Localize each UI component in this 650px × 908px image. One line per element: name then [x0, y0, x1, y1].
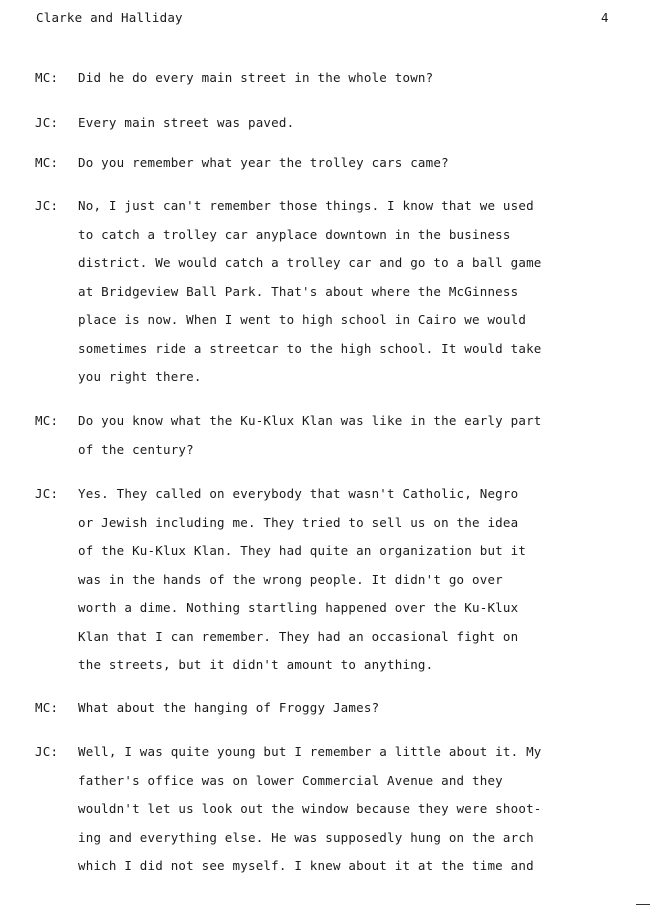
speaker-label: JC: [35, 198, 59, 213]
transcript-line: Well, I was quite young but I remember a little about it. My [78, 744, 542, 759]
transcript-line: Every main street was paved. [78, 115, 295, 130]
speaker-label: MC: [35, 413, 59, 428]
transcript-line: district. We would catch a trolley car and go to a ball game [78, 255, 542, 270]
speaker-label: MC: [35, 155, 59, 170]
transcript-line: What about the hanging of Froggy James? [78, 700, 380, 715]
transcript-line: sometimes ride a streetcar to the high school. It would take [78, 340, 542, 356]
transcript-line: or Jewish including me. They tried to sell us on the idea [78, 514, 519, 530]
transcript-line: of the century? [78, 441, 194, 457]
transcript-line: at Bridgeview Ball Park. That's about where the McGinness [78, 283, 519, 299]
transcript-line: to catch a trolley car anyplace downtown in the business [78, 226, 511, 242]
speaker-label: MC: [35, 70, 59, 85]
transcript-line: Do you know what the Ku-Klux Klan was like in the early part [78, 413, 542, 428]
transcript-line: ing and everything else. He was supposedly hung on the arch [78, 829, 534, 845]
speaker-label: MC: [35, 700, 59, 715]
transcript-line: Yes. They called on everybody that wasn't Catholic, Negro [78, 486, 519, 501]
transcript-line: the streets, but it didn't amount to anything. [78, 657, 434, 672]
page-number: 4 [601, 10, 609, 25]
transcript-line: you right there. [78, 369, 202, 384]
transcript-line: wouldn't let us look out the window because they were shoot- [78, 801, 542, 816]
scan-edge-mark [636, 904, 650, 905]
transcript-line: worth a dime. Nothing startling happened over the Ku-Klux [78, 600, 519, 615]
transcript-line: which I did not see myself. I knew about it at the time and [78, 858, 534, 873]
speaker-label: JC: [35, 486, 59, 501]
transcript-line: of the Ku-Klux Klan. They had quite an organization but it [78, 543, 527, 558]
transcript-line: No, I just can't remember those things. I know that we used [78, 198, 534, 213]
speaker-label: JC: [35, 744, 59, 759]
speaker-label: JC: [35, 115, 59, 130]
transcript-line: father's office was on lower Commercial Avenue and they [78, 772, 503, 788]
transcript-line: Do you remember what year the trolley cars came? [78, 155, 449, 170]
transcript-line: Did he do every main street in the whole town? [78, 70, 434, 85]
transcript-line: was in the hands of the wrong people. It didn't go over [78, 571, 503, 587]
transcript-line: place is now. When I went to high school in Cairo we would [78, 312, 527, 327]
page-header-title: Clarke and Halliday [36, 10, 183, 25]
transcript-line: Klan that I can remember. They had an occasional fight on [78, 628, 519, 644]
